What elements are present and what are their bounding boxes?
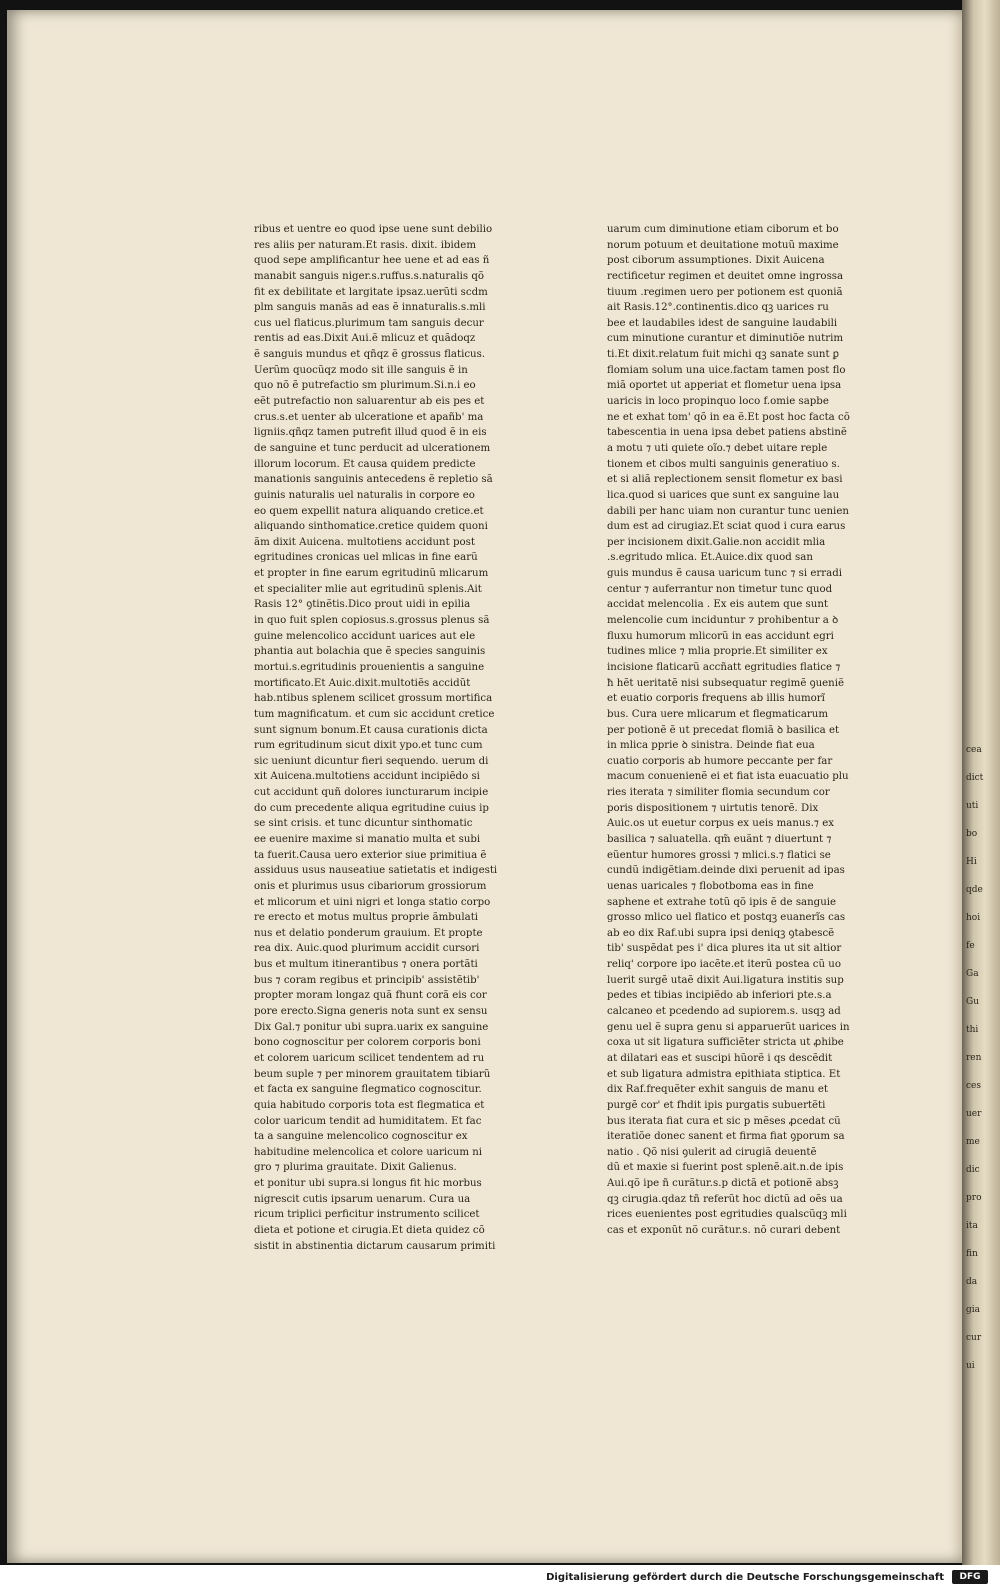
text-line: qꝫ cirugia.qdaz tñ referũt hoc dictũ ad oẽs ua bbox=[607, 1193, 843, 1205]
text-line: per potionẽ ẽ ut precedat flomiã ꝺ basilica et bbox=[607, 724, 840, 736]
text-line: genu uel ẽ supra genu si apparuerũt uarices in bbox=[607, 1021, 850, 1033]
facing-page-fragment: uti bbox=[966, 801, 979, 811]
facing-page-fragment: dict bbox=[966, 773, 984, 783]
text-line: coxa ut sit ligatura sufficiẽter stricta ut ꝓhibe bbox=[607, 1037, 844, 1049]
text-line: bus ⁊ coram regibus et principib' assistẽtib' bbox=[254, 974, 480, 986]
text-line: quia habitudo corporis tota est flegmatica et bbox=[254, 1099, 485, 1111]
text-line: cut accidunt quñ dolores iuncturarum incipie bbox=[254, 787, 489, 799]
text-line: eo quem expellit natura aliquando cretice.et bbox=[254, 505, 484, 517]
text-line: dieta et potione et cirugia.Et dieta quidez cõ bbox=[254, 1225, 485, 1236]
text-line: de sanguine et tunc perducit ad ulcerationem bbox=[254, 442, 491, 454]
text-line: egritudines cronicas uel mlicas in fine earũ bbox=[254, 552, 478, 564]
facing-page-fragment: qde bbox=[966, 885, 983, 895]
facing-page-fragment: bo bbox=[966, 829, 978, 839]
text-line: post ciborum assumptiones. Dixit Auicena bbox=[607, 255, 825, 267]
text-line: uaricis in loco propinquo loco f.omie sapbe bbox=[607, 396, 829, 408]
text-line: res aliis per naturam.Et rasis. dixit. ibidem bbox=[254, 239, 476, 251]
facing-page-fragment: gia bbox=[966, 1305, 981, 1315]
facing-page-edge bbox=[962, 0, 1000, 1565]
facing-page-fragment: hoi bbox=[966, 913, 981, 923]
text-line: mortificato.Et Auic.dixit.multotiẽs accidũt bbox=[254, 677, 471, 689]
facing-page-fragment: Ga bbox=[966, 969, 979, 979]
text-line: dix Raf.frequẽter exhit sanguis de manu et bbox=[607, 1084, 829, 1096]
text-line: ħ hẽt ueritatẽ nisi subsequatur regimẽ ꝯueniẽ bbox=[607, 677, 845, 689]
text-line: natio . Qõ nisi ꝯulerit ad cirugiã deuentẽ bbox=[607, 1146, 817, 1158]
facing-page-fragment: Hi bbox=[966, 857, 977, 867]
text-line: tiuum .regimen uero per potionem est quoniã bbox=[607, 286, 843, 298]
text-line: lica.quod si uarices que sunt ex sanguine lau bbox=[607, 489, 840, 501]
text-line: et specialiter mlie aut egritudinũ splenis.Ait bbox=[254, 583, 482, 595]
text-line: phantia aut bolachia que ẽ species sanguinis bbox=[254, 646, 486, 658]
facing-page-fragment: cur bbox=[966, 1333, 982, 1343]
text-line: manationis sanguinis antecedens ẽ repletio sã bbox=[254, 474, 493, 486]
text-line: guine melencolico accidunt uarices aut ele bbox=[254, 630, 476, 642]
text-line: manabit sanguis niger.s.ruffus.s.naturalis qõ bbox=[254, 270, 485, 282]
text-line: color uaricum tendit ad humiditatem. Et fac bbox=[254, 1115, 482, 1127]
text-line: tudines mlice ⁊ mlia proprie.Et similiter ex bbox=[607, 646, 828, 658]
text-line: calcaneo et pcedendo ad supiorem.s. usqꝫ ad bbox=[607, 1006, 841, 1018]
text-line: hab.ntibus splenem scilicet grossum mortifica bbox=[254, 693, 493, 705]
text-line: xit Auicena.multotiens accidunt incipiẽdo si bbox=[254, 771, 480, 783]
text-line: in mlica pprie ꝺ sinistra. Deinde fiat eua bbox=[607, 740, 815, 752]
text-line: in quo fuit splen copiosus.s.grossus plenus sã bbox=[254, 615, 490, 627]
text-line: ta fuerit.Causa uero exterior siue primitiua ẽ bbox=[254, 849, 487, 861]
text-line: dũ et maxie si fuerint post splenẽ.ait.n.de ipis bbox=[607, 1162, 844, 1174]
text-line: centur ⁊ auferrantur non timetur tunc quod bbox=[607, 583, 833, 595]
text-line: bus. Cura uere mlicarum et flegmaticarum bbox=[607, 708, 829, 720]
text-line: ãm dixit Auicena. multotiens accidunt post bbox=[254, 536, 475, 548]
text-line: flomiam solum una uice.factam tamen post flo bbox=[607, 364, 846, 376]
text-line: iteratiõe donec sanent et firma fiat ꝯporum sa bbox=[607, 1131, 845, 1143]
facing-page-fragment: cea bbox=[966, 745, 982, 755]
text-line: se sint crisis. et tunc dicuntur sinthomatic bbox=[254, 818, 473, 830]
facing-page-fragment: uer bbox=[966, 1109, 982, 1119]
text-line: et facta ex sanguine flegmatico cognoscitur. bbox=[254, 1084, 482, 1096]
text-line: rentis ad eas.Dixit Aui.ẽ mlicuz et quãdoqz bbox=[254, 333, 476, 345]
text-line: crus.s.et uenter ab ulceratione et apañb' ma bbox=[254, 411, 484, 423]
text-line: dabili per hanc uiam non curantur tunc uenien bbox=[607, 505, 849, 517]
text-line: et mlicorum et uini nigri et longa statio corpo bbox=[254, 896, 491, 908]
text-line: rum egritudinum sicut dixit ypo.et tunc cum bbox=[254, 740, 483, 752]
text-line: aliquando sinthomatice.cretice quidem quoni bbox=[254, 521, 488, 533]
facing-page-fragment: da bbox=[966, 1277, 978, 1287]
text-line: pedes et tibias incipiẽdo ab inferiori pte.s.a bbox=[607, 990, 832, 1002]
text-line: ligniis.qñqz tamen putrefit illud quod ẽ in eis bbox=[254, 427, 487, 439]
text-line: ricum triplici perficitur instrumento scilicet bbox=[254, 1209, 480, 1221]
text-line: uenas uaricales ⁊ flobotboma eas in fine bbox=[607, 880, 814, 892]
text-line: mortui.s.egritudinis prouenientis a sanguine bbox=[254, 661, 485, 673]
text-line: Uerũm quocũqz modo sit ille sanguis ẽ in bbox=[254, 364, 468, 376]
text-line: rectificetur regimen et deuitet omne ingrossa bbox=[607, 270, 844, 282]
text-line: miã oportet ut apperiat et flometur uena ipsa bbox=[607, 380, 842, 392]
text-line: at dilatari eas et suscipi hũorẽ i qs descẽdit bbox=[607, 1052, 833, 1064]
text-line: cundũ indigẽtiam.deinde dixi peruenit ad ipas bbox=[607, 865, 845, 877]
facing-page-fragment: ita bbox=[966, 1221, 978, 1231]
text-line: ne et exhat tom' qõ in ea ẽ.Et post hoc facta cõ bbox=[607, 411, 850, 423]
text-line: sunt signum bonum.Et causa curationis dicta bbox=[254, 724, 488, 736]
text-line: quod sepe amplificantur hee uene et ad eas ñ bbox=[254, 255, 490, 267]
footer-credit: Digitalisierung gefördert durch die Deutsche Forschungsgemeinschaft bbox=[546, 1572, 944, 1583]
text-line: ribus et uentre eo quod ipse uene sunt debilio bbox=[254, 224, 493, 235]
text-line: nigrescit cutis ipsarum uenarum. Cura ua bbox=[254, 1193, 471, 1205]
facing-page-fragment: ren bbox=[966, 1053, 982, 1063]
text-line: ait Rasis.12°.continentis.dico qꝫ uarices ru bbox=[607, 302, 829, 314]
text-line: uarum cum diminutione etiam ciborum et bo bbox=[607, 224, 839, 235]
text-line: ta a sanguine melencolico cognoscitur ex bbox=[254, 1131, 468, 1143]
text-line: dum est ad cirugiaz.Et sciat quod i cura earus bbox=[607, 521, 846, 533]
text-line: Rasis 12° ꝯtinẽtis.Dico prout uidi in epilia bbox=[254, 599, 471, 611]
text-line: fit ex debilitate et largitate ipsaz.uerũti scdm bbox=[254, 286, 488, 298]
text-line: gro ⁊ plurima grauitate. Dixit Galienus. bbox=[254, 1162, 457, 1174]
text-line: eẽt putrefactio non saluarentur ab eis pes et bbox=[254, 396, 485, 408]
text-line: bee et laudabiles idest de sanguine laudabili bbox=[607, 317, 838, 329]
text-line: et euatio corporis frequens ab illis humorĩ bbox=[607, 693, 825, 705]
text-line: nus et delatio ponderum grauium. Et propte bbox=[254, 927, 483, 939]
text-line: cum minutione curantur et diminutiõe nutrim bbox=[607, 333, 843, 345]
text-column-left bbox=[254, 222, 529, 1254]
facing-page-fragment: ui bbox=[966, 1361, 975, 1371]
text-line: ab eo dix Raf.ubi supra ipsi deniqꝫ ꝯtabescẽ bbox=[607, 927, 835, 939]
text-line: bus iterata fiat cura et sic p mẽses ꝓcedat cũ bbox=[607, 1115, 841, 1127]
text-line: tabescentia in uena ipsa debet patiens abstinẽ bbox=[607, 427, 847, 439]
facing-page-fragment: ces bbox=[966, 1081, 981, 1091]
text-line: et colorem uaricum scilicet tendentem ad ru bbox=[254, 1052, 485, 1064]
text-line: cuatio corporis ab humore peccante per far bbox=[607, 755, 833, 767]
dfg-logo: DFG bbox=[952, 1570, 988, 1584]
text-line: sistit in abstinentia dictarum causarum primiti bbox=[254, 1240, 496, 1252]
text-line: ee euenire maxime si manatio multa et subi bbox=[254, 833, 481, 845]
text-line: rea dix. Auic.quod plurimum accidit cursori bbox=[254, 943, 480, 955]
text-line: et si aliã replectionem sensit flometur ex basi bbox=[607, 474, 843, 486]
text-line: cas et exponũt nõ curãtur.s. nõ curari debent bbox=[607, 1225, 841, 1236]
text-line: ries iterata ⁊ similiter flomia secundum cor bbox=[607, 787, 830, 799]
facing-page-fragment: pro bbox=[966, 1193, 982, 1203]
text-line: poris dispositionem ⁊ uirtutis tenorẽ. Dix bbox=[607, 802, 819, 814]
facing-page-fragment: me bbox=[966, 1137, 980, 1147]
text-line: Aui.qõ ipe ñ curãtur.s.p dictã et potionẽ absꝫ bbox=[607, 1178, 839, 1190]
text-line: cus uel flaticus.plurimum tam sanguis decur bbox=[254, 317, 484, 329]
text-line: incisione flaticarũ accñatt egritudies flatice ⁊ bbox=[607, 661, 841, 673]
text-line: bus et multum itinerantibus ⁊ onera portãti bbox=[254, 959, 478, 971]
text-line: per incisionem dixit.Galie.non accidit mlia bbox=[607, 536, 826, 548]
manuscript-page bbox=[7, 10, 962, 1563]
text-line: Auic.os ut euetur corpus ex ueis manus.⁊ ex bbox=[607, 818, 834, 830]
text-line: quo nõ ẽ putrefactio sm plurimum.Si.n.i eo bbox=[254, 380, 476, 392]
text-line: luerit surgẽ utaẽ dixit Aui.ligatura institis sup bbox=[607, 974, 844, 986]
text-line: beum suple ⁊ per minorem grauitatem tibiarũ bbox=[254, 1068, 491, 1080]
text-line: macum conuenienẽ ei et fiat ista euacuatio plu bbox=[607, 771, 849, 783]
text-line: .s.egritudo mlica. Et.Auice.dix quod san bbox=[607, 552, 813, 564]
text-line: et propter in fine earum egritudinũ mlicarum bbox=[254, 568, 489, 580]
text-line: eũentur humores grossi ⁊ mlici.s.⁊ flatici se bbox=[607, 849, 831, 861]
text-line: reliq' corpore ipo iacẽte.et iterũ postea cũ uo bbox=[607, 959, 841, 971]
text-line: guis mundus ẽ causa uaricum tunc ⁊ si erradi bbox=[607, 568, 843, 580]
text-column-right bbox=[607, 222, 882, 1239]
text-line: accidat melencolia . Ex eis autem que sunt bbox=[607, 599, 828, 611]
text-line: purgẽ cor' et fhdit ipis purgatis subuertẽti bbox=[607, 1099, 826, 1111]
text-line: et ponitur ubi supra.si longus fit hic morbus bbox=[254, 1178, 482, 1190]
text-line: habitudine melencolica et colore uaricum ni bbox=[254, 1146, 483, 1158]
text-line: tionem et cibos multi sanguinis generatiuo s. bbox=[607, 458, 840, 470]
text-line: norum potuum et deuitatione motuũ maxime bbox=[607, 239, 839, 251]
text-line: plm sanguis manãs ad eas ẽ innaturalis.s.mli bbox=[254, 302, 486, 314]
facing-page-fragment: Gu bbox=[966, 997, 979, 1007]
text-line: ẽ sanguis mundus et qñqz ẽ grossus flaticus. bbox=[254, 349, 486, 361]
facing-page-fragment: dic bbox=[966, 1165, 980, 1175]
text-line: melencolie cum inciduntur ⁊ prohibentur a ꝺ bbox=[607, 615, 839, 627]
text-line: re erecto et motus multus proprie ãmbulati bbox=[254, 912, 479, 924]
text-line: rices euenientes post egritudies qualscũqꝫ mli bbox=[607, 1209, 847, 1221]
text-line: basilica ⁊ saluatella. qm̃ euãnt ⁊ diuertunt ⁊ bbox=[607, 833, 832, 845]
facing-page-fragment: fin bbox=[966, 1249, 978, 1259]
facing-page-fragment: thi bbox=[966, 1025, 979, 1035]
text-line: saphene et extrahe totũ qõ ipis ẽ de sanguie bbox=[607, 896, 837, 908]
text-line: sic ueniunt dicuntur fieri sequendo. uerum di bbox=[254, 755, 489, 767]
text-line: assiduus usus nauseatiue satietatis et indigesti bbox=[254, 865, 498, 877]
facing-page-fragment: fe bbox=[966, 941, 975, 951]
text-line: do cum precedente aliqua egritudine cuius ip bbox=[254, 802, 489, 814]
text-line: et sub ligatura admistra epithiata stiptica. Et bbox=[607, 1068, 841, 1080]
text-line: guinis naturalis uel naturalis in corpore eo bbox=[254, 489, 475, 501]
text-line: onis et plurimus usus cibariorum grossiorum bbox=[254, 880, 487, 892]
text-line: tum magnificatum. et cum sic accidunt cretice bbox=[254, 708, 495, 720]
text-line: Dix Gal.⁊ ponitur ubi supra.uarix ex sanguine bbox=[254, 1021, 489, 1033]
text-line: bono cognoscitur per colorem corporis boni bbox=[254, 1037, 481, 1049]
text-line: grosso mlico uel flatico et postqꝫ euanerĩs cas bbox=[607, 912, 846, 924]
text-line: a motu ⁊ uti quiete oĩo.⁊ debet uitare reple bbox=[607, 442, 828, 454]
text-line: propter moram longaz quã fhunt corã eis cor bbox=[254, 990, 487, 1002]
text-line: ti.Et dixit.relatum fuit michi qꝫ sanate sunt ꝑ bbox=[607, 349, 840, 361]
text-line: illorum locorum. Et causa quidem predicte bbox=[254, 458, 476, 470]
text-line: tib' suspẽdat pes i' dica plures ita ut sit altior bbox=[607, 943, 842, 955]
text-line: pore erecto.Signa generis nota sunt ex sensu bbox=[254, 1006, 488, 1018]
text-line: fluxu humorum mlicorũ in eas accidunt egri bbox=[607, 630, 834, 642]
